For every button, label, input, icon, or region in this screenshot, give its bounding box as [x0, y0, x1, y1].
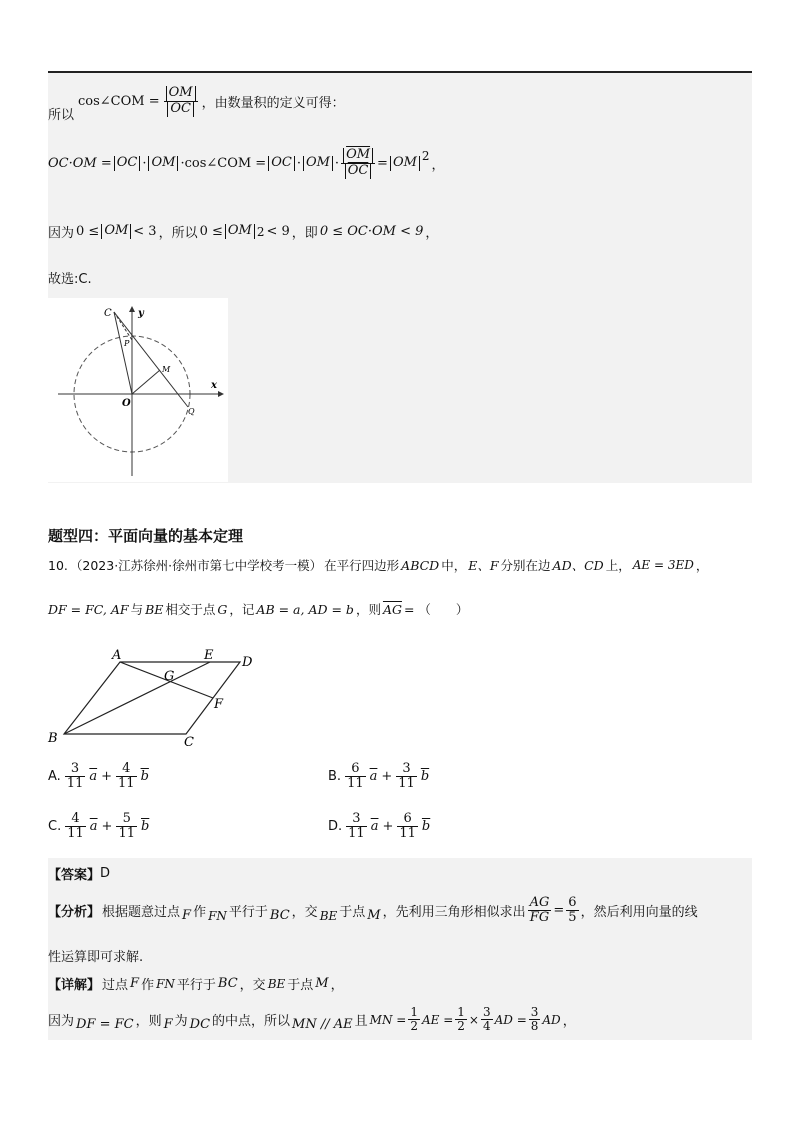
answer-value: D [100, 866, 111, 881]
dot-product: OC·OM = [48, 155, 112, 171]
abs-om-2: OM [303, 156, 333, 171]
detail-line-1: 【详解】 过点 F 作 FN 平行于 BC ，交 BE 于点 M ， [48, 976, 344, 993]
option-c[interactable] [48, 812, 149, 842]
condition-ae: AE = 3ED [632, 558, 694, 572]
ineq2-abs-om: OM [225, 224, 255, 239]
label-e: E [204, 648, 214, 663]
cos-term: ·cos∠COM = [180, 155, 267, 171]
option-d-plus: + [382, 819, 394, 835]
vector-ag: $\overline{AG}$ [382, 601, 402, 617]
answer-tag: 【答案】 [48, 868, 101, 883]
analysis-point-f: F [182, 908, 192, 924]
option-b-frac-1: $\frac{6}{11}$ [347, 761, 364, 792]
circle-figure [48, 298, 228, 482]
vector-defs: AB = a, AD = b [256, 601, 354, 617]
abs-om: OM [166, 86, 196, 101]
text-ji: ，即 [291, 226, 318, 241]
text-yinwei: 因为 [48, 226, 75, 241]
option-a-label: A. [48, 769, 61, 785]
y-arrow [129, 306, 135, 312]
analysis-fn: FN [208, 908, 227, 923]
ineq1-right: < 3 [133, 224, 157, 239]
problem-text-9: ，则 [355, 602, 381, 617]
ratio-om-oc [164, 86, 198, 117]
analysis-value: $\frac{6}{5}$ [568, 895, 577, 926]
solution-line-3 [48, 222, 438, 241]
problem-line-2 [48, 600, 468, 618]
label-m: M [162, 365, 171, 374]
solution-line-2 [48, 148, 445, 179]
ineq2-right: < 9 [266, 224, 290, 239]
abs-oc: OC [167, 102, 194, 117]
segment-be: BE [145, 601, 164, 617]
problem-text-7: 相交于点 [165, 602, 216, 617]
detail-line-2: 因为 DF = FC ，则 F 为 DC 的中点，所以 MN // AE 且 MN = $\frac{1}{2}$ AE = $\frac{1}{2}$ × $\frac{3}{4}$ AD = $\frac{3}{8}$ AD ， [48, 1005, 576, 1034]
label-y: y [138, 308, 144, 319]
option-a-frac-2: $\frac{4}{11}$ [118, 761, 135, 792]
option-a-plus: + [101, 769, 113, 785]
label-g: G [164, 669, 175, 684]
ineq2-left: 0 ≤ [199, 224, 223, 239]
option-c-label: C. [48, 819, 62, 835]
ineq2-square: 2 [256, 224, 265, 239]
segment-cq [114, 312, 188, 407]
detail-parallel: MN // AE [292, 1017, 353, 1033]
option-d-frac-1: $\frac{3}{11}$ [348, 811, 365, 842]
label-x: x [211, 380, 217, 391]
abs-oc-3: OC [345, 164, 372, 179]
analysis-ratio: $\frac{AG}{FG}$ [529, 895, 550, 926]
problem-text-5: ， [695, 558, 709, 573]
parallelogram-abcd: ABCD [401, 557, 440, 573]
analysis-point-m: M [367, 908, 381, 924]
analysis-tag: 【分析】 [48, 905, 101, 921]
option-a[interactable] [48, 762, 149, 792]
option-d-vec-b: $\overline{b}$ [421, 819, 431, 835]
option-a-vec-a: $\overline{a}$ [89, 769, 98, 785]
option-b[interactable] [328, 762, 429, 792]
label-o: O [122, 398, 131, 409]
option-d-vec-a: $\overline{a}$ [370, 819, 379, 835]
equals: = [377, 155, 388, 171]
x-arrow [218, 391, 224, 397]
condition-df: DF = FC, AF [48, 601, 129, 617]
option-c-vec-a: $\overline{a}$ [89, 819, 98, 835]
sides-ad-cd: AD、CD [552, 558, 604, 573]
dot-3: · [334, 155, 340, 171]
segment-om [132, 370, 160, 394]
text-suoyi-2: ，所以 [158, 226, 198, 241]
dot-1: · [142, 155, 147, 171]
ratio-om-oc-2 [341, 148, 375, 179]
problem-text-6: 与 [130, 602, 144, 617]
analysis-bc: BC [269, 908, 290, 924]
problem-line-1 [48, 556, 708, 574]
option-a-frac-1: $\frac{3}{11}$ [66, 761, 84, 792]
option-c-vec-b: $\overline{b}$ [140, 819, 150, 835]
text-suoyi: 所以 [48, 108, 75, 123]
abs-om-1: OM [148, 156, 178, 171]
label-d: D [242, 655, 253, 670]
option-d-label: D. [328, 819, 343, 835]
problem-source: （2023·江苏徐州·徐州市第七中学校考一模） [69, 558, 323, 573]
ineq3: 0 ≤ OC·OM < 9 [319, 224, 424, 239]
label-f: F [214, 697, 224, 712]
circle-diagram [48, 298, 228, 482]
problem-text-1: 在平行四边形 [324, 558, 400, 573]
option-b-vec-b: $\overline{b}$ [420, 769, 430, 785]
comma: ， [431, 157, 445, 173]
analysis-be: BE [319, 908, 338, 923]
ineq1-left: 0 ≤ [76, 224, 100, 239]
comma-2: ， [425, 226, 439, 241]
label-b: B [48, 731, 58, 746]
detail-tag: 【详解】 [48, 978, 101, 993]
option-b-label: B. [328, 769, 342, 785]
problem-text-2: 中， [441, 558, 467, 573]
option-c-frac-1: $\frac{4}{11}$ [67, 811, 84, 842]
option-b-vec-a: $\overline{a}$ [369, 769, 378, 785]
problem-text-10: = （ ） [403, 602, 469, 617]
analysis-line-2: 性运算即可求解. [48, 950, 144, 965]
option-a-vec-b: $\overline{b}$ [140, 769, 149, 785]
analysis-line-1: 【分析】 根据题意过点 F 作 FN 平行于 BC ，交 BE 于点 M ，先利用三角形相似求出 $\frac{AG}{FG}$ = $\frac{6}{5}$ ，然后利用向量的线 [48, 895, 698, 926]
option-c-frac-2: $\frac{5}{11}$ [118, 811, 135, 842]
label-c: C [104, 308, 112, 319]
section-title: 题型四：平面向量的基本定理 [48, 527, 244, 545]
problem-text-4: 上， [605, 558, 631, 573]
detail-condition: DF = FC [76, 1017, 134, 1033]
option-b-plus: + [381, 769, 393, 785]
ineq1-abs-om: OM [101, 224, 131, 239]
option-d-frac-2: $\frac{6}{11}$ [399, 811, 416, 842]
abs-oc-2: OC [268, 156, 295, 171]
option-b-frac-2: $\frac{3}{11}$ [398, 761, 415, 792]
label-c2: C [184, 735, 194, 748]
parallelogram-figure [44, 644, 264, 748]
label-q: Q [188, 407, 195, 416]
square: 2 [421, 149, 430, 164]
points-ef: E、F [468, 558, 499, 573]
option-d[interactable] [328, 812, 430, 842]
problem-text-8: ，记 [229, 602, 255, 617]
abs-oc-1: OC [114, 156, 141, 171]
point-g: G [217, 601, 228, 617]
cos-com: cos∠COM = [78, 94, 160, 109]
problem-text-3: 分别在边 [500, 558, 551, 573]
parallelogram-diagram [44, 644, 264, 748]
answer-line [48, 864, 110, 883]
abs-om-4: OM [390, 156, 420, 171]
problem-number: 10. [48, 557, 68, 573]
dot-2: · [296, 155, 301, 171]
label-p: P [124, 339, 130, 348]
abs-om-3: $\overline{OM}$ [343, 148, 373, 163]
option-c-plus: + [101, 819, 113, 835]
solution-line-1 [48, 80, 345, 123]
conclusion: 故选:C. [48, 272, 92, 287]
label-a: A [112, 648, 122, 663]
text-definition: ，由数量积的定义可得： [201, 96, 345, 111]
segment-be-line [64, 662, 210, 734]
